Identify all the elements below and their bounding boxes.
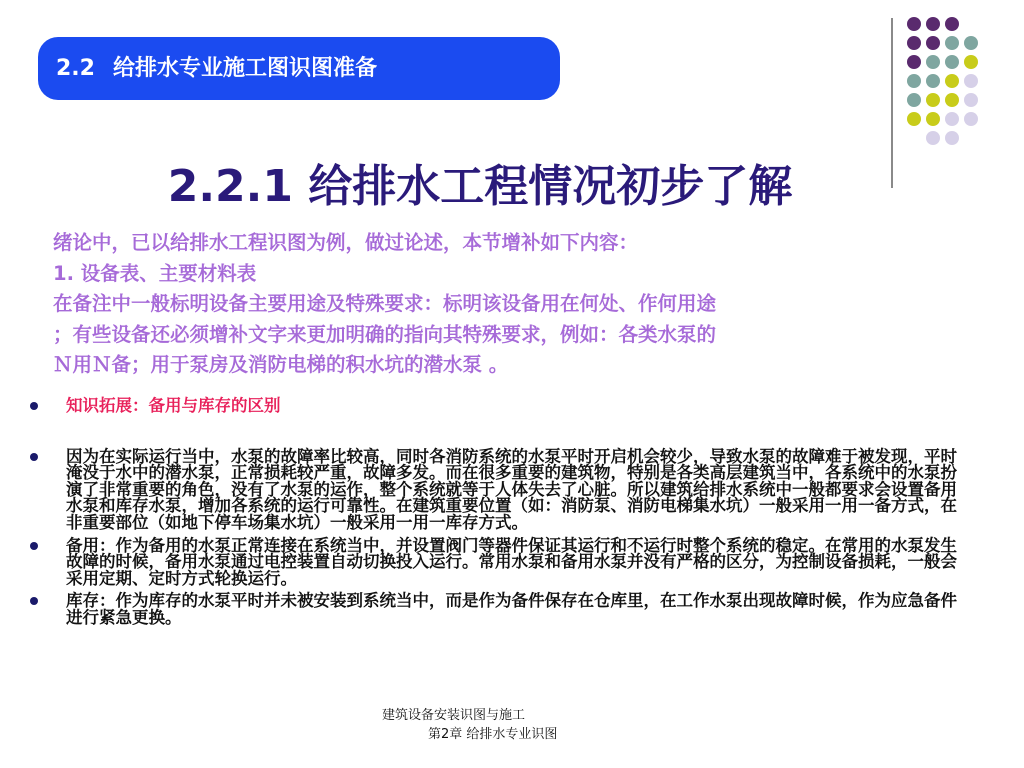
decorative-dot-grid <box>905 15 995 165</box>
intro-line: 绪论中，已以给排水工程识图为例，做过论述，本节增补如下内容： <box>53 231 639 254</box>
decorative-dot <box>907 17 921 31</box>
decorative-dot <box>945 74 959 88</box>
slide-footer <box>380 706 640 744</box>
intro-line: Ｎ用Ｎ备；用于泵房及消防电梯的积水坑的潜水泵 。 <box>53 353 509 376</box>
slide-title: 2.2.1 给排水工程情况初步了解 <box>167 161 793 212</box>
bullet-item <box>30 535 970 588</box>
bullet-text: 因为在实际运行当中，水泵的故障率比较高，同时各消防系统的水泵平时开启机会较少，导致水泵的故障难于被发现，平时淹没于水中的潜水泵，正常损耗较严重，故障多发。而在很多重要的建筑物，特别是各类高层建筑当中，各系统中的水泵扮演了非常重要的角色，没有了水泵的运作，整个系统就等于人体失去了心脏。所以建筑给排水系统中一般都要求会设置备用水泵和库存水泵，增加各系统的运行可靠性。在建筑重要位置（如：消防泵、消防电梯集水坑）一般采用一用一备方式，在非重要部位（如地下停车场集水坑）一般采用一用一库存方式。 <box>66 446 957 532</box>
section-banner <box>38 37 560 100</box>
decorative-dot <box>945 36 959 50</box>
bullet-text: 知识拓展：备用与库存的区别 <box>66 396 281 415</box>
bullet-item <box>30 446 970 532</box>
decorative-dot <box>945 131 959 145</box>
decorative-dot <box>926 36 940 50</box>
decorative-dot <box>926 55 940 69</box>
decorative-dot <box>907 55 921 69</box>
decorative-dot <box>907 112 921 126</box>
decorative-dot <box>926 131 940 145</box>
decorative-dot <box>964 36 978 50</box>
decorative-dot <box>945 55 959 69</box>
bullet-item <box>30 593 970 626</box>
bullet-dot-icon <box>30 453 38 461</box>
bullet-dot-icon <box>30 597 38 605</box>
bullet-text: 库存：作为库存的水泵平时并未被安装到系统当中，而是作为备件保存在仓库里，在工作水泵出现故障时候，作为应急备件进行紧急更换。 <box>66 591 957 627</box>
decorative-dot <box>907 93 921 107</box>
intro-line: ；有些设备还必须增补文字来更加明确的指向其特殊要求，例如：各类水泵的 <box>53 322 717 346</box>
footer-chapter: 第2章 给排水专业识图 <box>428 727 558 742</box>
decorative-dot <box>945 17 959 31</box>
decorative-dot <box>926 93 940 107</box>
decorative-dot <box>945 112 959 126</box>
intro-line: 1. 设备表、主要材料表 <box>53 261 257 285</box>
intro-line: 在备注中一般标明设备主要用途及特殊要求：标明该设备用在何处、作何用途 <box>53 292 717 315</box>
decorative-dot <box>945 93 959 107</box>
decorative-dot <box>926 112 940 126</box>
decorative-dot <box>964 55 978 69</box>
decorative-dot <box>926 74 940 88</box>
decorative-dot <box>964 93 978 107</box>
section-title: 给排水专业施工图识图准备 <box>112 56 377 81</box>
decorative-dot <box>907 74 921 88</box>
bullet-dot-icon <box>30 542 38 550</box>
decorative-dot <box>926 17 940 31</box>
bullet-list <box>30 398 970 627</box>
bullet-text: 备用：作为备用的水泵正常连接在系统当中，并设置阀门等器件保证其运行和不运行时整个系统的稳定。在常用的水泵发生故障的时候，备用水泵通过电控装置自动切换投入运行。常用水泵和备用水泵并没有严格的区分，为控制设备损耗，一般会采用定期、定时方式轮换运行。 <box>66 535 957 588</box>
bullet-dot-icon <box>30 402 38 410</box>
decorative-dot <box>964 112 978 126</box>
footer-course-title: 建筑设备安装识图与施工 <box>382 708 526 723</box>
decorative-dot <box>964 74 978 88</box>
intro-text <box>53 228 933 381</box>
bullet-item <box>30 398 970 415</box>
decorative-dot <box>907 36 921 50</box>
section-number: 2.2 <box>56 56 95 81</box>
